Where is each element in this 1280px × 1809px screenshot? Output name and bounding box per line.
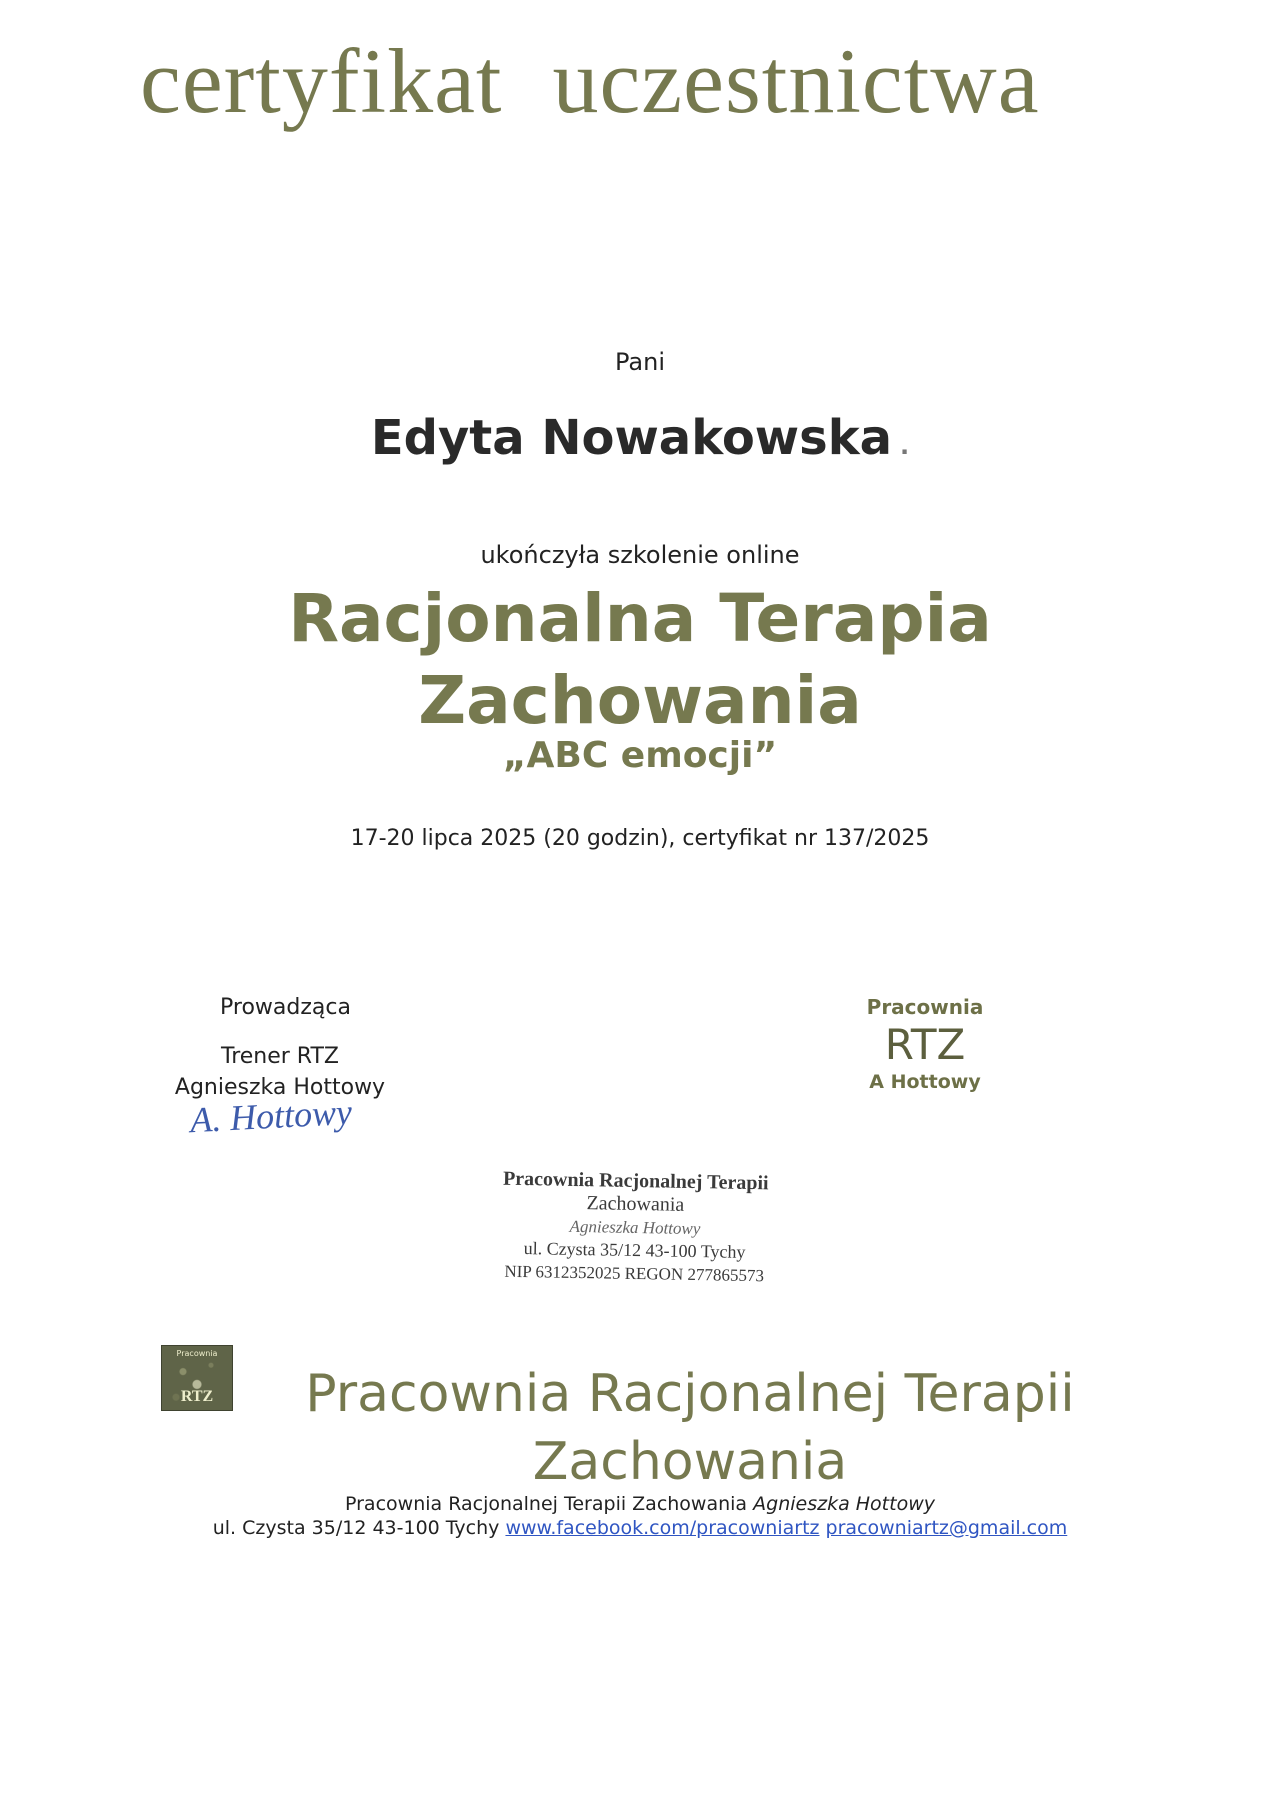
logo-top-text: Pracownia	[176, 1349, 218, 1358]
completed-text: ukończyła szkolenie online	[480, 541, 800, 569]
title-word-2: uczestnictwa	[552, 30, 1040, 132]
seal-top: Pracownia	[866, 995, 984, 1019]
rtz-logo	[161, 1345, 233, 1411]
recipient-name-row	[0, 410, 1280, 466]
facebook-link[interactable]: www.facebook.com/pracowniartz	[505, 1517, 820, 1539]
rtz-seal	[820, 995, 1030, 1093]
lead-label: Prowadząca	[220, 995, 351, 1020]
seal-middle: RTZ	[884, 1020, 966, 1069]
stamp-line-1: Pracownia Racjonalnej Terapii	[502, 1167, 769, 1195]
footer-contact-line	[0, 1517, 1280, 1539]
salutation: Pani	[615, 348, 665, 376]
email-link[interactable]: pracowniartz@gmail.com	[825, 1517, 1068, 1539]
dates-info: 17-20 lipca 2025 (20 godzin), certyfikat nr 137/2025	[350, 826, 930, 851]
footer-org-line	[0, 1493, 1280, 1515]
footer-name-line-2: Zachowania	[532, 1432, 848, 1492]
course-title	[0, 578, 1280, 742]
stamp-line-5: NIP 6312352025 REGON 277865573	[504, 1261, 765, 1286]
company-stamp	[449, 1167, 821, 1288]
footer-address: ul. Czysta 35/12 43-100 Tychy	[212, 1517, 500, 1539]
logo-mark: RTZ	[180, 1388, 214, 1405]
course-subtitle: „ABC emocji”	[502, 735, 778, 776]
footer-org-text: Pracownia Racjonalnej Terapii Zachowania	[345, 1493, 748, 1515]
trainer-name: Agnieszka Hottowy	[174, 1075, 386, 1100]
stamp-line-4: ul. Czysta 35/12 43-100 Tychy	[523, 1238, 746, 1262]
certificate-title	[140, 28, 1140, 134]
stamp-line-3: Agnieszka Hottowy	[569, 1216, 701, 1239]
stamp-line-2: Zachowania	[586, 1192, 685, 1216]
seal-bottom: A Hottowy	[869, 1071, 981, 1093]
footer-organization-name	[250, 1360, 1130, 1496]
recipient-name: Edyta Nowakowska	[370, 410, 893, 466]
course-title-line-1: Racjonalna Terapia	[288, 580, 992, 657]
footer-org-owner: Agnieszka Hottowy	[753, 1493, 935, 1515]
trainer-role: Trener RTZ	[220, 1044, 339, 1069]
course-title-line-2: Zachowania	[418, 662, 862, 739]
footer-name-line-1: Pracownia Racjonalnej Terapii	[305, 1364, 1075, 1424]
name-dot: .	[900, 432, 910, 460]
title-word-1: certyfikat	[140, 30, 503, 132]
signature: A. Hottowy	[189, 1091, 353, 1141]
